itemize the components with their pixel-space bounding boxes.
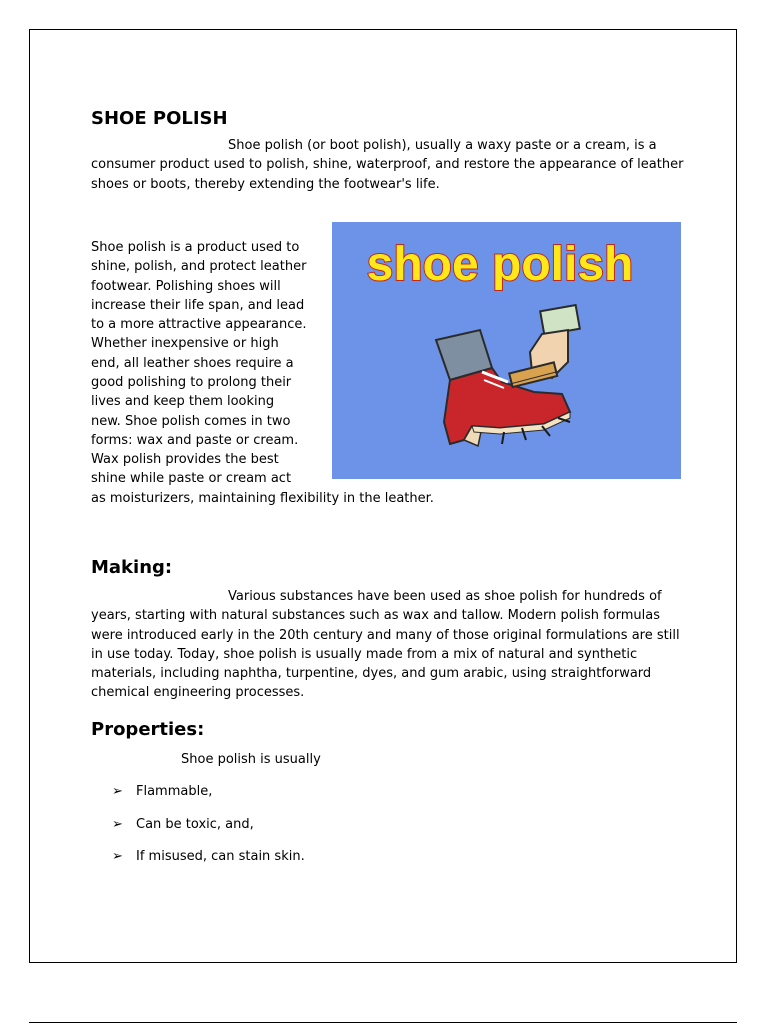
list-item: Flammable, [136, 784, 213, 799]
side-line: forms: wax and paste or cream. [91, 433, 299, 448]
properties-heading: Properties: [91, 719, 205, 740]
shoe-polish-illustration [332, 222, 681, 479]
side-line: shine, polish, and protect leather [91, 259, 307, 274]
side-line: Whether inexpensive or high [91, 336, 279, 351]
bullet-icon: ➢ [112, 817, 123, 832]
side-line: shine while paste or cream act [91, 471, 292, 486]
intro-paragraph: Shoe polish (or boot polish), usually a waxy paste or a cream, is a consumer product used to polish, shine, waterproof, and restore the appearance of leather shoes or boots, thereby extending the footwear's life. [91, 138, 684, 192]
hand-brush-icon [509, 305, 580, 387]
side-line: new. Shoe polish comes in two [91, 414, 291, 429]
properties-intro: Shoe polish is usually [181, 752, 321, 767]
footer-divider [29, 1022, 737, 1023]
side-line: as moisturizers, maintaining flexibility in the leather. [91, 491, 434, 506]
bullet-icon: ➢ [112, 784, 123, 799]
page-title: SHOE POLISH [91, 108, 228, 129]
making-paragraph: Various substances have been used as shoe polish for hundreds of years, starting with natural substances such as wax and tallow. Modern polish formulas were introduced early in the 20th century and many of those original formulations are still in use today. Today, shoe polish is usually made from a mix of natural and synthetic materials, including naphtha, turpentine, dyes, and gum arabic, using straightforward chemical engineering processes. [91, 589, 680, 701]
illustration-caption: shoe polish [366, 238, 634, 291]
side-line: good polishing to prolong their [91, 375, 292, 390]
side-line: to a more attractive appearance. [91, 317, 307, 332]
list-item: If misused, can stain skin. [136, 849, 305, 864]
side-line: increase their life span, and lead [91, 298, 305, 313]
side-line: end, all leather shoes require a [91, 356, 294, 371]
bullet-icon: ➢ [112, 849, 123, 864]
side-line: lives and keep them looking [91, 394, 275, 409]
making-heading: Making: [91, 557, 173, 578]
list-item: Can be toxic, and, [136, 817, 254, 832]
side-line: Shoe polish is a product used to [91, 240, 300, 255]
side-line: footwear. Polishing shoes will [91, 279, 281, 294]
side-line: Wax polish provides the best [91, 452, 279, 467]
shoe-icon [444, 368, 570, 446]
